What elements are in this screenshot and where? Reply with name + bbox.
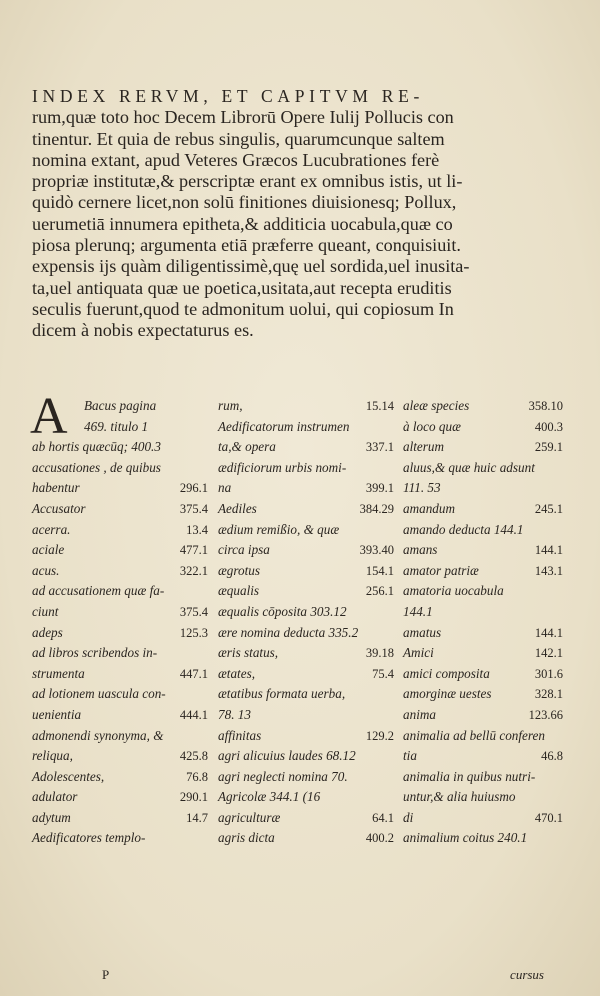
index-entry-term: agriculturæ	[218, 809, 281, 825]
index-entry-term: ædium remißio, & quæ	[218, 521, 340, 537]
index-entry	[32, 561, 212, 582]
index-entry	[218, 458, 398, 479]
index-entry-page: 13.4	[186, 522, 208, 537]
index-entry	[403, 726, 567, 747]
index-entry-page: 447.1	[179, 666, 208, 681]
index-entry	[403, 828, 567, 849]
drop-cap: A	[30, 388, 68, 445]
index-entry-term: aciale	[32, 542, 65, 558]
index-entry	[218, 520, 398, 541]
index-entry	[32, 499, 212, 520]
index-columns	[30, 388, 563, 986]
index-entry	[403, 499, 567, 520]
index-entry-term: strumenta	[32, 665, 85, 681]
index-entry-term: animalia in quibus nutri-	[403, 768, 536, 784]
index-entry-term: aluus,& quæ huic adsunt	[403, 459, 535, 475]
index-entry	[218, 767, 398, 788]
index-column-3	[403, 396, 567, 849]
index-entry	[218, 561, 398, 582]
index-entry-term: circa ipsa	[218, 542, 270, 558]
index-entry-page: 358.10	[528, 399, 563, 413]
index-entry-term: ciunt	[32, 603, 59, 619]
index-entry	[32, 478, 212, 499]
index-entry	[32, 664, 212, 685]
index-entry	[32, 581, 212, 602]
index-entry-term: animalia ad bellū conferen	[403, 727, 545, 743]
index-entry-page: 75.4	[372, 666, 394, 681]
index-entry	[218, 705, 398, 726]
index-entry	[403, 540, 567, 561]
index-entry	[403, 458, 567, 479]
index-entry-term: animalium coitus 240.1	[403, 830, 528, 846]
index-entry	[403, 437, 567, 458]
index-entry	[403, 478, 567, 499]
index-entry-page: 64.1	[372, 810, 394, 825]
index-entry-term: amatoria uocabula	[403, 583, 504, 599]
index-entry	[403, 417, 567, 438]
index-entry-page: 46.8	[541, 749, 563, 764]
index-entry	[218, 808, 398, 829]
index-entry	[218, 828, 398, 849]
index-entry	[32, 787, 212, 808]
index-entry-page: 39.18	[365, 646, 394, 661]
index-entry	[218, 623, 398, 644]
preface-line: nomina extant, apud Veteres Græcos Lucubrationes ferè	[32, 149, 440, 170]
index-entry	[32, 437, 212, 458]
preface-line: quidò cernere licet,non solū finitiones diuisionesq; Pollux,	[32, 192, 457, 213]
index-entry-term: amici composita	[403, 665, 490, 681]
index-entry-term: Bacus pagina	[84, 398, 157, 413]
index-entry	[218, 417, 398, 438]
index-entry-page: 400.3	[534, 419, 563, 434]
index-entry-page: 400.2	[365, 831, 394, 846]
index-entry-term: ad libros scribendos in-	[32, 645, 158, 661]
index-entry-term: adytum	[32, 809, 71, 825]
index-entry-page: 337.1	[365, 440, 394, 455]
index-entry	[32, 828, 212, 849]
index-entry-page: 15.14	[365, 399, 394, 413]
preface-line: propriæ institutæ,& perscriptæ erant ex omnibus istis, ut li-	[32, 171, 463, 192]
index-entry-term: 469. titulo 1	[84, 418, 149, 434]
preface-line: uerumetiā innumera epitheta,& additicia uocabula,quæ co	[32, 213, 453, 234]
index-entry	[32, 458, 212, 479]
index-entry	[32, 417, 212, 438]
index-entry-term: Adolescentes,	[32, 768, 105, 784]
index-entry-page: 384.29	[359, 501, 394, 516]
index-entry-term: acerra.	[32, 521, 71, 537]
index-entry-page: 470.1	[534, 810, 563, 825]
index-entry-page: 259.1	[534, 440, 563, 455]
index-entry	[32, 540, 212, 561]
index-entry-term: untur,& alia huiusmo	[403, 789, 516, 805]
index-entry	[32, 602, 212, 623]
signature-mark: P	[102, 967, 110, 983]
index-entry	[32, 520, 212, 541]
index-entry	[32, 643, 212, 664]
index-entry-page: 144.1	[534, 543, 563, 558]
index-entry-term: tia	[403, 748, 417, 764]
index-entry-page: 322.1	[179, 563, 208, 578]
index-entry	[32, 623, 212, 644]
index-entry	[32, 746, 212, 767]
index-entry-term: admonendi synonyma, &	[32, 727, 164, 743]
index-entry-term: ære nomina deducta 335.2	[218, 624, 359, 640]
index-entry-term: ad lotionem uascula con-	[32, 686, 166, 702]
index-entry-page: 296.1	[179, 481, 208, 496]
index-entry-term: habentur	[32, 480, 80, 496]
index-entry-page: 375.4	[179, 604, 208, 619]
index-entry	[218, 664, 398, 685]
index-entry-page: 123.66	[528, 707, 563, 722]
index-entry	[218, 499, 398, 520]
index-entry-term: 144.1	[403, 603, 433, 619]
index-entry-term: ta,& opera	[218, 439, 276, 455]
index-entry-page: 144.1	[534, 625, 563, 640]
index-entry	[403, 396, 567, 417]
index-entry	[403, 684, 567, 705]
index-entry-page: 143.1	[534, 563, 563, 578]
index-entry	[218, 437, 398, 458]
index-entry-term: agri alicuius laudes 68.12	[218, 748, 356, 764]
index-entry	[218, 540, 398, 561]
index-entry-page: 154.1	[365, 563, 394, 578]
index-entry-term: amans	[403, 542, 438, 558]
index-entry	[403, 746, 567, 767]
index-entry-page: 129.2	[365, 728, 394, 743]
index-entry	[403, 767, 567, 788]
index-entry-term: na	[218, 480, 232, 496]
index-entry-page: 301.6	[534, 666, 563, 681]
index-entry	[403, 664, 567, 685]
index-entry-page: 76.8	[186, 769, 208, 784]
index-entry	[403, 705, 567, 726]
index-entry-term: accusationes , de quibus	[32, 459, 161, 475]
index-entry-page: 425.8	[179, 749, 208, 764]
index-entry-term: 78. 13	[218, 706, 251, 722]
index-entry-term: aleæ species	[403, 398, 470, 413]
catchword: cursus	[510, 967, 544, 983]
index-entry-term: Amici	[403, 645, 434, 661]
preface-line: ta,uel antiquata quæ ue poetica,usitata,aut recepta eruditis	[32, 277, 452, 298]
index-entry-term: 111. 53	[403, 480, 441, 496]
index-entry-term: anima	[403, 706, 436, 722]
preface-line: seculis fuerunt,quod te admonitum uolui, qui copiosum In	[32, 298, 454, 319]
index-entry	[403, 561, 567, 582]
index-entry	[218, 396, 398, 417]
index-entry	[218, 746, 398, 767]
index-entry-term: agris dicta	[218, 830, 275, 846]
index-entry	[218, 581, 398, 602]
index-entry-term: ætatibus formata uerba,	[218, 686, 346, 702]
index-entry-term: amatus	[403, 624, 442, 640]
preface-line: rum,quæ toto hoc Decem Librorū Opere Iulij Pollucis con	[32, 107, 454, 128]
index-column-1	[32, 396, 212, 849]
index-heading: INDEX RERVM, ET CAPITVM RE-	[32, 86, 425, 106]
index-entry-term: Accusator	[32, 500, 86, 516]
index-entry-term: amorginæ uestes	[403, 686, 492, 702]
index-entry	[403, 520, 567, 541]
index-entry	[403, 581, 567, 602]
index-entry-term: reliqua,	[32, 748, 73, 764]
index-entry-term: amando deducta 144.1	[403, 521, 524, 537]
index-entry	[218, 478, 398, 499]
index-entry-term: adeps	[32, 624, 63, 640]
index-entry-page: 328.1	[534, 687, 563, 702]
index-entry-term: uenientia	[32, 706, 82, 722]
index-entry-page: 290.1	[179, 790, 208, 805]
index-entry	[403, 623, 567, 644]
index-entry-term: à loco quæ	[403, 418, 461, 434]
index-entry-page: 444.1	[179, 707, 208, 722]
index-entry-term: ad accusationem quæ fa-	[32, 583, 165, 599]
index-entry-term: ægrotus	[218, 562, 261, 578]
index-column-2	[218, 396, 398, 849]
index-entry-page: 125.3	[179, 625, 208, 640]
index-entry-page: 399.1	[365, 481, 394, 496]
index-entry	[32, 808, 212, 829]
index-entry-term: rum,	[218, 398, 243, 413]
index-entry	[32, 705, 212, 726]
index-entry-term: adulator	[32, 789, 78, 805]
index-entry	[403, 808, 567, 829]
index-entry-term: agri neglecti nomina 70.	[218, 768, 348, 784]
index-entry	[403, 787, 567, 808]
index-entry-term: Agricolæ 344.1 (16	[218, 789, 321, 805]
index-entry-term: ab hortis quæcūq; 400.3	[32, 439, 161, 455]
index-entry-page: 477.1	[179, 543, 208, 558]
index-entry-term: æris status,	[218, 645, 279, 661]
index-entry-term: ædificiorum urbis nomi-	[218, 459, 347, 475]
index-entry	[32, 684, 212, 705]
index-entry-term: æqualis	[218, 583, 260, 599]
index-entry-term: ætates,	[218, 665, 255, 681]
index-entry	[218, 787, 398, 808]
index-entry	[32, 726, 212, 747]
index-entry-term: affinitas	[218, 727, 262, 743]
index-entry	[403, 643, 567, 664]
index-entry-page: 393.40	[359, 543, 394, 558]
index-entry-term: Aedificatorum instrumen	[218, 418, 350, 434]
index-entry-term: amator patriæ	[403, 562, 479, 578]
index-entry-page: 375.4	[179, 501, 208, 516]
index-entry	[218, 602, 398, 623]
index-entry-term: Aediles	[218, 500, 257, 516]
index-entry-page: 256.1	[365, 584, 394, 599]
index-entry-term: acus.	[32, 562, 60, 578]
index-entry	[32, 767, 212, 788]
index-entry-term: æqualis cōposita 303.12	[218, 603, 347, 619]
preface-line: piosa plerunq; argumenta etiā præferre queant, conquisiuit.	[32, 235, 461, 256]
index-entry-page: 14.7	[186, 810, 208, 825]
index-entry-page: 245.1	[534, 501, 563, 516]
preface-line: dicem à nobis expectaturus es.	[32, 320, 254, 341]
index-entry	[403, 602, 567, 623]
index-entry-term: alterum	[403, 439, 445, 455]
index-entry-page: 142.1	[534, 646, 563, 661]
index-entry-term: di	[403, 809, 414, 825]
preface-line: tinentur. Et quia de rebus singulis, quarumcunque saltem	[32, 128, 445, 149]
index-entry-term: Aedificatores templo-	[32, 830, 146, 846]
index-entry	[32, 396, 212, 417]
preface-line: expensis ijs quàm diligentissimè,quę uel sordida,uel inusita-	[32, 256, 470, 277]
index-entry	[218, 643, 398, 664]
index-preface	[32, 86, 552, 342]
index-entry	[218, 684, 398, 705]
index-entry	[218, 726, 398, 747]
index-entry-term: amandum	[403, 500, 456, 516]
